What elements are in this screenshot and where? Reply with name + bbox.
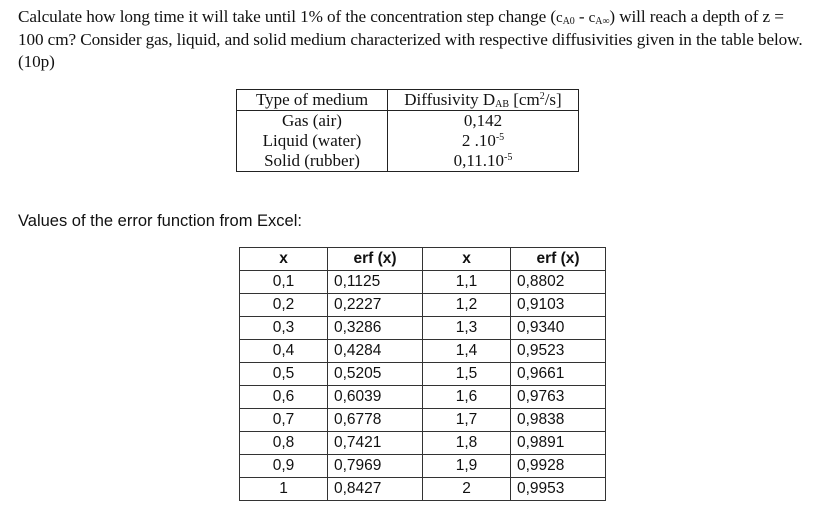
- table-row: [240, 294, 606, 317]
- erf-header-x-2: x: [423, 248, 511, 271]
- diffusivity-row-gas: [237, 111, 579, 132]
- table-row: [240, 386, 606, 409]
- header-diffusivity: Diffusivity $D_{AB}$ $[cm^2/s]$: [388, 90, 579, 111]
- diffusivity-table: [236, 89, 579, 172]
- c-ainf-symbol: $c_{A\infty}$: [588, 10, 610, 27]
- x-cell: 1: [240, 478, 328, 501]
- erf-value-cell: 0,9661: [511, 363, 606, 386]
- x-cell: 0,1: [240, 271, 328, 294]
- erf-header-row: [240, 248, 606, 271]
- medium-cell: Gas (air): [237, 111, 388, 132]
- erf-value-cell: 0,9523: [511, 340, 606, 363]
- table-row: [240, 455, 606, 478]
- x-cell: 1,6: [423, 386, 511, 409]
- table-row: [240, 363, 606, 386]
- question-text-part2: ) will reach a depth of z = 100 cm? Consider gas, liquid, and solid medium characterized with respective diffusivities given in the table below. (10p): [18, 7, 803, 71]
- diffusivity-value-cell: 0,142: [388, 111, 579, 132]
- table-row: [240, 271, 606, 294]
- minus-sign: -: [574, 7, 589, 26]
- x-cell: 0,8: [240, 432, 328, 455]
- x-cell: 0,2: [240, 294, 328, 317]
- erf-value-cell: 0,9838: [511, 409, 606, 432]
- erf-header-erf-1: erf (x): [328, 248, 423, 271]
- medium-cell: Solid (rubber): [237, 151, 388, 172]
- x-cell: 0,3: [240, 317, 328, 340]
- erf-value-cell: 0,9340: [511, 317, 606, 340]
- x-cell: 2: [423, 478, 511, 501]
- c-a0-symbol: $c_{A0}$: [556, 10, 575, 27]
- erf-header-x-1: x: [240, 248, 328, 271]
- x-cell: 0,7: [240, 409, 328, 432]
- x-cell: 1,9: [423, 455, 511, 478]
- x-cell: 1,2: [423, 294, 511, 317]
- table-row: [240, 340, 606, 363]
- x-cell: 0,4: [240, 340, 328, 363]
- x-cell: 0,9: [240, 455, 328, 478]
- erf-value-cell: 0,1125: [328, 271, 423, 294]
- erf-value-cell: 0,9891: [511, 432, 606, 455]
- x-cell: 1,1: [423, 271, 511, 294]
- erf-table: [239, 247, 606, 501]
- diffusivity-value-cell: $0,11.10^{-5}$: [388, 151, 579, 172]
- header-type-of-medium: Type of medium: [237, 90, 388, 111]
- x-cell: 1,5: [423, 363, 511, 386]
- diffusivity-row-liquid: [237, 131, 579, 151]
- x-cell: 0,6: [240, 386, 328, 409]
- erf-value-cell: 0,7969: [328, 455, 423, 478]
- erf-value-cell: 0,2227: [328, 294, 423, 317]
- medium-cell: Liquid (water): [237, 131, 388, 151]
- erf-value-cell: 0,9763: [511, 386, 606, 409]
- erf-value-cell: 0,9928: [511, 455, 606, 478]
- erf-value-cell: 0,6039: [328, 386, 423, 409]
- erf-header-erf-2: erf (x): [511, 248, 606, 271]
- erf-table-body: [240, 271, 606, 501]
- x-cell: 1,7: [423, 409, 511, 432]
- table-row: [240, 478, 606, 501]
- x-cell: 0,5: [240, 363, 328, 386]
- x-cell: 1,8: [423, 432, 511, 455]
- diffusivity-row-solid: [237, 151, 579, 172]
- erf-value-cell: 0,8802: [511, 271, 606, 294]
- erf-caption: Values of the error function from Excel:: [18, 212, 302, 230]
- table-row: [240, 317, 606, 340]
- x-cell: 1,3: [423, 317, 511, 340]
- erf-value-cell: 0,9953: [511, 478, 606, 501]
- problem-statement: [18, 6, 813, 73]
- table-row: [240, 432, 606, 455]
- question-text-part1: Calculate how long time it will take until 1% of the concentration step change (: [18, 7, 557, 26]
- erf-value-cell: 0,4284: [328, 340, 423, 363]
- erf-value-cell: 0,9103: [511, 294, 606, 317]
- erf-value-cell: 0,5205: [328, 363, 423, 386]
- diffusivity-value-cell: 2 $.10^{-5}$: [388, 131, 579, 151]
- x-cell: 1,4: [423, 340, 511, 363]
- table-row: [240, 409, 606, 432]
- erf-value-cell: 0,3286: [328, 317, 423, 340]
- erf-value-cell: 0,8427: [328, 478, 423, 501]
- erf-value-cell: 0,6778: [328, 409, 423, 432]
- diffusivity-header-row: [237, 90, 579, 111]
- erf-value-cell: 0,7421: [328, 432, 423, 455]
